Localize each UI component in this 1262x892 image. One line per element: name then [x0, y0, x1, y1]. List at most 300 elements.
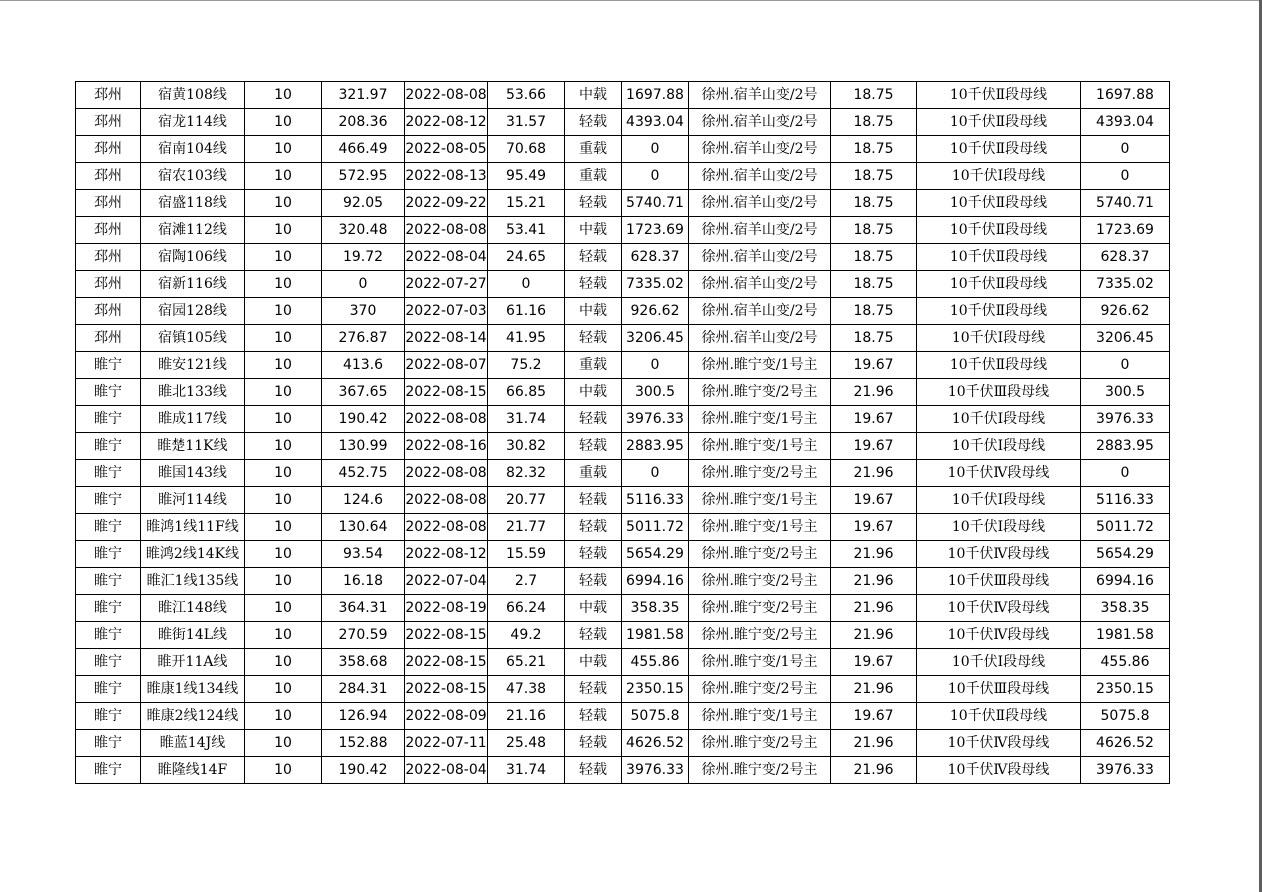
- spare-capacity-cell: 4393.04: [622, 109, 689, 136]
- transformer-rate-cell: 21.96: [831, 730, 917, 757]
- county-cell: 睢宁: [76, 433, 141, 460]
- voltage-cell: 10: [245, 541, 322, 568]
- load-cell: 413.6: [322, 352, 405, 379]
- load-status-cell: 轻载: [565, 109, 622, 136]
- load-rate-cell: 82.32: [488, 460, 565, 487]
- spare-capacity-cell: 7335.02: [622, 271, 689, 298]
- table-row: [76, 271, 1170, 298]
- load-cell: 321.97: [322, 82, 405, 109]
- date-cell: 2022-08-05: [405, 136, 488, 163]
- transformer-rate-cell: 19.67: [831, 352, 917, 379]
- substation-cell: 徐州.睢宁变/2号主: [689, 460, 831, 487]
- feeder-name-cell: 睢康1线134线: [141, 676, 245, 703]
- load-status-cell: 轻载: [565, 676, 622, 703]
- feeder-load-table: [75, 81, 1170, 784]
- feeder-name-cell: 睢国143线: [141, 460, 245, 487]
- voltage-cell: 10: [245, 676, 322, 703]
- transformer-rate-cell: 19.67: [831, 514, 917, 541]
- load-status-cell: 轻载: [565, 244, 622, 271]
- load-rate-cell: 47.38: [488, 676, 565, 703]
- available-capacity-cell: 1697.88: [1081, 82, 1170, 109]
- load-status-cell: 轻载: [565, 487, 622, 514]
- transformer-rate-cell: 19.67: [831, 433, 917, 460]
- date-cell: 2022-08-15: [405, 379, 488, 406]
- available-capacity-cell: 2883.95: [1081, 433, 1170, 460]
- load-status-cell: 轻载: [565, 433, 622, 460]
- feeder-name-cell: 睢楚11K线: [141, 433, 245, 460]
- spare-capacity-cell: 2883.95: [622, 433, 689, 460]
- county-cell: 睢宁: [76, 514, 141, 541]
- date-cell: 2022-08-16: [405, 433, 488, 460]
- available-capacity-cell: 6994.16: [1081, 568, 1170, 595]
- load-status-cell: 轻载: [565, 541, 622, 568]
- voltage-cell: 10: [245, 190, 322, 217]
- substation-cell: 徐州.睢宁变/1号主: [689, 649, 831, 676]
- available-capacity-cell: 5740.71: [1081, 190, 1170, 217]
- feeder-name-cell: 睢蓝14J线: [141, 730, 245, 757]
- load-cell: 284.31: [322, 676, 405, 703]
- county-cell: 睢宁: [76, 352, 141, 379]
- spare-capacity-cell: 5116.33: [622, 487, 689, 514]
- load-rate-cell: 20.77: [488, 487, 565, 514]
- table-row: [76, 298, 1170, 325]
- transformer-rate-cell: 18.75: [831, 271, 917, 298]
- feeder-name-cell: 睢鸿2线14K线: [141, 541, 245, 568]
- table-row: [76, 460, 1170, 487]
- load-status-cell: 重载: [565, 352, 622, 379]
- load-status-cell: 中载: [565, 217, 622, 244]
- substation-cell: 徐州.睢宁变/2号主: [689, 757, 831, 784]
- load-cell: 126.94: [322, 703, 405, 730]
- busbar-cell: 10千伏Ⅲ段母线: [917, 379, 1081, 406]
- load-cell: 466.49: [322, 136, 405, 163]
- substation-cell: 徐州.睢宁变/1号主: [689, 514, 831, 541]
- load-status-cell: 中载: [565, 379, 622, 406]
- county-cell: 睢宁: [76, 730, 141, 757]
- transformer-rate-cell: 21.96: [831, 595, 917, 622]
- transformer-rate-cell: 21.96: [831, 460, 917, 487]
- transformer-rate-cell: 18.75: [831, 109, 917, 136]
- load-rate-cell: 61.16: [488, 298, 565, 325]
- county-cell: 邳州: [76, 325, 141, 352]
- available-capacity-cell: 3976.33: [1081, 406, 1170, 433]
- spare-capacity-cell: 628.37: [622, 244, 689, 271]
- date-cell: 2022-08-08: [405, 514, 488, 541]
- county-cell: 睢宁: [76, 649, 141, 676]
- available-capacity-cell: 7335.02: [1081, 271, 1170, 298]
- load-rate-cell: 65.21: [488, 649, 565, 676]
- spare-capacity-cell: 1981.58: [622, 622, 689, 649]
- feeder-name-cell: 宿南104线: [141, 136, 245, 163]
- load-rate-cell: 53.66: [488, 82, 565, 109]
- load-status-cell: 重载: [565, 460, 622, 487]
- table-row: [76, 325, 1170, 352]
- spare-capacity-cell: 358.35: [622, 595, 689, 622]
- spare-capacity-cell: 455.86: [622, 649, 689, 676]
- voltage-cell: 10: [245, 136, 322, 163]
- feeder-name-cell: 睢成117线: [141, 406, 245, 433]
- load-rate-cell: 75.2: [488, 352, 565, 379]
- county-cell: 睢宁: [76, 595, 141, 622]
- transformer-rate-cell: 21.96: [831, 622, 917, 649]
- voltage-cell: 10: [245, 595, 322, 622]
- transformer-rate-cell: 18.75: [831, 82, 917, 109]
- load-cell: 93.54: [322, 541, 405, 568]
- spare-capacity-cell: 0: [622, 163, 689, 190]
- date-cell: 2022-08-13: [405, 163, 488, 190]
- feeder-name-cell: 宿陶106线: [141, 244, 245, 271]
- transformer-rate-cell: 18.75: [831, 298, 917, 325]
- voltage-cell: 10: [245, 730, 322, 757]
- transformer-rate-cell: 21.96: [831, 568, 917, 595]
- substation-cell: 徐州.宿羊山变/2号: [689, 109, 831, 136]
- table-row: [76, 82, 1170, 109]
- busbar-cell: 10千伏Ⅱ段母线: [917, 109, 1081, 136]
- transformer-rate-cell: 19.67: [831, 649, 917, 676]
- load-rate-cell: 49.2: [488, 622, 565, 649]
- spare-capacity-cell: 926.62: [622, 298, 689, 325]
- available-capacity-cell: 1723.69: [1081, 217, 1170, 244]
- voltage-cell: 10: [245, 460, 322, 487]
- load-status-cell: 轻载: [565, 622, 622, 649]
- busbar-cell: 10千伏Ⅳ段母线: [917, 595, 1081, 622]
- load-cell: 16.18: [322, 568, 405, 595]
- load-rate-cell: 21.16: [488, 703, 565, 730]
- busbar-cell: 10千伏Ⅰ段母线: [917, 163, 1081, 190]
- busbar-cell: 10千伏Ⅱ段母线: [917, 82, 1081, 109]
- busbar-cell: 10千伏Ⅱ段母线: [917, 244, 1081, 271]
- load-rate-cell: 25.48: [488, 730, 565, 757]
- load-rate-cell: 15.21: [488, 190, 565, 217]
- voltage-cell: 10: [245, 379, 322, 406]
- load-rate-cell: 30.82: [488, 433, 565, 460]
- table-row: [76, 190, 1170, 217]
- feeder-name-cell: 睢江148线: [141, 595, 245, 622]
- table-body: [76, 82, 1170, 784]
- transformer-rate-cell: 19.67: [831, 703, 917, 730]
- voltage-cell: 10: [245, 217, 322, 244]
- available-capacity-cell: 4626.52: [1081, 730, 1170, 757]
- busbar-cell: 10千伏Ⅰ段母线: [917, 487, 1081, 514]
- load-status-cell: 轻载: [565, 325, 622, 352]
- date-cell: 2022-08-08: [405, 460, 488, 487]
- feeder-name-cell: 睢汇1线135线: [141, 568, 245, 595]
- transformer-rate-cell: 19.67: [831, 487, 917, 514]
- load-rate-cell: 15.59: [488, 541, 565, 568]
- load-cell: 367.65: [322, 379, 405, 406]
- voltage-cell: 10: [245, 163, 322, 190]
- feeder-name-cell: 宿农103线: [141, 163, 245, 190]
- table-row: [76, 109, 1170, 136]
- substation-cell: 徐州.睢宁变/2号主: [689, 730, 831, 757]
- date-cell: 2022-08-15: [405, 649, 488, 676]
- county-cell: 邳州: [76, 217, 141, 244]
- load-status-cell: 轻载: [565, 190, 622, 217]
- feeder-name-cell: 宿黄108线: [141, 82, 245, 109]
- load-cell: 130.99: [322, 433, 405, 460]
- county-cell: 邳州: [76, 298, 141, 325]
- load-status-cell: 轻载: [565, 271, 622, 298]
- load-rate-cell: 66.85: [488, 379, 565, 406]
- load-status-cell: 重载: [565, 136, 622, 163]
- spare-capacity-cell: 3976.33: [622, 757, 689, 784]
- load-cell: 190.42: [322, 757, 405, 784]
- load-cell: 0: [322, 271, 405, 298]
- county-cell: 邳州: [76, 136, 141, 163]
- feeder-name-cell: 睢河114线: [141, 487, 245, 514]
- transformer-rate-cell: 18.75: [831, 136, 917, 163]
- voltage-cell: 10: [245, 433, 322, 460]
- load-cell: 364.31: [322, 595, 405, 622]
- feeder-name-cell: 睢街14L线: [141, 622, 245, 649]
- voltage-cell: 10: [245, 757, 322, 784]
- date-cell: 2022-07-03: [405, 298, 488, 325]
- transformer-rate-cell: 21.96: [831, 676, 917, 703]
- table-row: [76, 244, 1170, 271]
- load-rate-cell: 2.7: [488, 568, 565, 595]
- load-cell: 358.68: [322, 649, 405, 676]
- load-rate-cell: 95.49: [488, 163, 565, 190]
- substation-cell: 徐州.睢宁变/1号主: [689, 433, 831, 460]
- date-cell: 2022-08-12: [405, 109, 488, 136]
- voltage-cell: 10: [245, 622, 322, 649]
- county-cell: 睢宁: [76, 622, 141, 649]
- county-cell: 睢宁: [76, 460, 141, 487]
- voltage-cell: 10: [245, 568, 322, 595]
- county-cell: 睢宁: [76, 703, 141, 730]
- feeder-name-cell: 宿园128线: [141, 298, 245, 325]
- feeder-name-cell: 睢隆线14F: [141, 757, 245, 784]
- load-rate-cell: 21.77: [488, 514, 565, 541]
- date-cell: 2022-07-11: [405, 730, 488, 757]
- substation-cell: 徐州.睢宁变/1号主: [689, 352, 831, 379]
- substation-cell: 徐州.宿羊山变/2号: [689, 163, 831, 190]
- load-rate-cell: 31.57: [488, 109, 565, 136]
- county-cell: 邳州: [76, 163, 141, 190]
- substation-cell: 徐州.睢宁变/2号主: [689, 541, 831, 568]
- available-capacity-cell: 628.37: [1081, 244, 1170, 271]
- available-capacity-cell: 0: [1081, 460, 1170, 487]
- load-rate-cell: 24.65: [488, 244, 565, 271]
- date-cell: 2022-08-12: [405, 541, 488, 568]
- feeder-name-cell: 睢北133线: [141, 379, 245, 406]
- feeder-name-cell: 宿新116线: [141, 271, 245, 298]
- load-status-cell: 轻载: [565, 514, 622, 541]
- load-rate-cell: 53.41: [488, 217, 565, 244]
- table-row: [76, 433, 1170, 460]
- transformer-rate-cell: 21.96: [831, 757, 917, 784]
- county-cell: 睢宁: [76, 406, 141, 433]
- voltage-cell: 10: [245, 487, 322, 514]
- table-row: [76, 379, 1170, 406]
- load-status-cell: 轻载: [565, 568, 622, 595]
- busbar-cell: 10千伏Ⅰ段母线: [917, 406, 1081, 433]
- available-capacity-cell: 5116.33: [1081, 487, 1170, 514]
- transformer-rate-cell: 19.67: [831, 406, 917, 433]
- county-cell: 睢宁: [76, 487, 141, 514]
- feeder-name-cell: 宿镇105线: [141, 325, 245, 352]
- date-cell: 2022-08-07: [405, 352, 488, 379]
- date-cell: 2022-08-08: [405, 82, 488, 109]
- table-row: [76, 676, 1170, 703]
- county-cell: 邳州: [76, 190, 141, 217]
- table-row: [76, 541, 1170, 568]
- spare-capacity-cell: 0: [622, 352, 689, 379]
- table-row: [76, 163, 1170, 190]
- table-row: [76, 622, 1170, 649]
- date-cell: 2022-08-15: [405, 676, 488, 703]
- busbar-cell: 10千伏Ⅱ段母线: [917, 190, 1081, 217]
- load-cell: 124.6: [322, 487, 405, 514]
- busbar-cell: 10千伏Ⅰ段母线: [917, 514, 1081, 541]
- date-cell: 2022-08-19: [405, 595, 488, 622]
- substation-cell: 徐州.宿羊山变/2号: [689, 217, 831, 244]
- date-cell: 2022-08-08: [405, 406, 488, 433]
- voltage-cell: 10: [245, 649, 322, 676]
- substation-cell: 徐州.宿羊山变/2号: [689, 271, 831, 298]
- transformer-rate-cell: 21.96: [831, 379, 917, 406]
- load-cell: 92.05: [322, 190, 405, 217]
- feeder-name-cell: 宿盛118线: [141, 190, 245, 217]
- date-cell: 2022-08-14: [405, 325, 488, 352]
- spare-capacity-cell: 5654.29: [622, 541, 689, 568]
- load-rate-cell: 31.74: [488, 757, 565, 784]
- voltage-cell: 10: [245, 298, 322, 325]
- substation-cell: 徐州.宿羊山变/2号: [689, 82, 831, 109]
- table-row: [76, 136, 1170, 163]
- transformer-rate-cell: 18.75: [831, 163, 917, 190]
- substation-cell: 徐州.睢宁变/2号主: [689, 676, 831, 703]
- available-capacity-cell: 3976.33: [1081, 757, 1170, 784]
- available-capacity-cell: 358.35: [1081, 595, 1170, 622]
- spare-capacity-cell: 300.5: [622, 379, 689, 406]
- load-status-cell: 中载: [565, 82, 622, 109]
- substation-cell: 徐州.宿羊山变/2号: [689, 136, 831, 163]
- date-cell: 2022-07-04: [405, 568, 488, 595]
- load-status-cell: 轻载: [565, 757, 622, 784]
- spare-capacity-cell: 4626.52: [622, 730, 689, 757]
- county-cell: 睢宁: [76, 568, 141, 595]
- spare-capacity-cell: 0: [622, 136, 689, 163]
- transformer-rate-cell: 18.75: [831, 217, 917, 244]
- busbar-cell: 10千伏Ⅱ段母线: [917, 352, 1081, 379]
- substation-cell: 徐州.宿羊山变/2号: [689, 244, 831, 271]
- table-row: [76, 406, 1170, 433]
- available-capacity-cell: 0: [1081, 352, 1170, 379]
- voltage-cell: 10: [245, 325, 322, 352]
- available-capacity-cell: 300.5: [1081, 379, 1170, 406]
- load-rate-cell: 41.95: [488, 325, 565, 352]
- county-cell: 邳州: [76, 82, 141, 109]
- date-cell: 2022-08-04: [405, 244, 488, 271]
- available-capacity-cell: 5011.72: [1081, 514, 1170, 541]
- busbar-cell: 10千伏Ⅳ段母线: [917, 730, 1081, 757]
- date-cell: 2022-08-08: [405, 487, 488, 514]
- spare-capacity-cell: 2350.15: [622, 676, 689, 703]
- busbar-cell: 10千伏Ⅰ段母线: [917, 649, 1081, 676]
- table-row: [76, 217, 1170, 244]
- load-cell: 190.42: [322, 406, 405, 433]
- load-status-cell: 轻载: [565, 730, 622, 757]
- table-row: [76, 757, 1170, 784]
- feeder-name-cell: 睢康2线124线: [141, 703, 245, 730]
- substation-cell: 徐州.睢宁变/1号主: [689, 406, 831, 433]
- load-status-cell: 中载: [565, 298, 622, 325]
- available-capacity-cell: 455.86: [1081, 649, 1170, 676]
- busbar-cell: 10千伏Ⅲ段母线: [917, 676, 1081, 703]
- spare-capacity-cell: 5740.71: [622, 190, 689, 217]
- table-row: [76, 352, 1170, 379]
- county-cell: 睢宁: [76, 379, 141, 406]
- spare-capacity-cell: 1697.88: [622, 82, 689, 109]
- county-cell: 邳州: [76, 244, 141, 271]
- table-row: [76, 487, 1170, 514]
- substation-cell: 徐州.宿羊山变/2号: [689, 190, 831, 217]
- substation-cell: 徐州.睢宁变/2号主: [689, 568, 831, 595]
- transformer-rate-cell: 18.75: [831, 325, 917, 352]
- busbar-cell: 10千伏Ⅱ段母线: [917, 217, 1081, 244]
- voltage-cell: 10: [245, 109, 322, 136]
- load-rate-cell: 66.24: [488, 595, 565, 622]
- substation-cell: 徐州.宿羊山变/2号: [689, 325, 831, 352]
- feeder-name-cell: 睢开11A线: [141, 649, 245, 676]
- busbar-cell: 10千伏Ⅳ段母线: [917, 622, 1081, 649]
- load-cell: 208.36: [322, 109, 405, 136]
- load-rate-cell: 0: [488, 271, 565, 298]
- busbar-cell: 10千伏Ⅳ段母线: [917, 757, 1081, 784]
- load-cell: 370: [322, 298, 405, 325]
- substation-cell: 徐州.睢宁变/1号主: [689, 703, 831, 730]
- page-top-border: [0, 0, 1262, 1]
- substation-cell: 徐州.睢宁变/2号主: [689, 622, 831, 649]
- voltage-cell: 10: [245, 352, 322, 379]
- substation-cell: 徐州.睢宁变/2号主: [689, 379, 831, 406]
- spare-capacity-cell: 3976.33: [622, 406, 689, 433]
- load-status-cell: 中载: [565, 595, 622, 622]
- available-capacity-cell: 4393.04: [1081, 109, 1170, 136]
- substation-cell: 徐州.睢宁变/1号主: [689, 487, 831, 514]
- county-cell: 睢宁: [76, 541, 141, 568]
- table-row: [76, 649, 1170, 676]
- county-cell: 睢宁: [76, 757, 141, 784]
- date-cell: 2022-08-15: [405, 622, 488, 649]
- table-row: [76, 595, 1170, 622]
- voltage-cell: 10: [245, 514, 322, 541]
- spare-capacity-cell: 0: [622, 460, 689, 487]
- transformer-rate-cell: 18.75: [831, 190, 917, 217]
- busbar-cell: 10千伏Ⅳ段母线: [917, 460, 1081, 487]
- load-status-cell: 中载: [565, 649, 622, 676]
- busbar-cell: 10千伏Ⅰ段母线: [917, 433, 1081, 460]
- date-cell: 2022-08-09: [405, 703, 488, 730]
- feeder-name-cell: 宿滩112线: [141, 217, 245, 244]
- busbar-cell: 10千伏Ⅳ段母线: [917, 541, 1081, 568]
- load-status-cell: 轻载: [565, 703, 622, 730]
- table-row: [76, 568, 1170, 595]
- load-status-cell: 重载: [565, 163, 622, 190]
- transformer-rate-cell: 18.75: [831, 244, 917, 271]
- voltage-cell: 10: [245, 82, 322, 109]
- busbar-cell: 10千伏Ⅰ段母线: [917, 325, 1081, 352]
- available-capacity-cell: 3206.45: [1081, 325, 1170, 352]
- date-cell: 2022-09-22: [405, 190, 488, 217]
- date-cell: 2022-08-04: [405, 757, 488, 784]
- voltage-cell: 10: [245, 244, 322, 271]
- voltage-cell: 10: [245, 406, 322, 433]
- load-cell: 19.72: [322, 244, 405, 271]
- feeder-name-cell: 睢鸿1线11F线: [141, 514, 245, 541]
- load-cell: 452.75: [322, 460, 405, 487]
